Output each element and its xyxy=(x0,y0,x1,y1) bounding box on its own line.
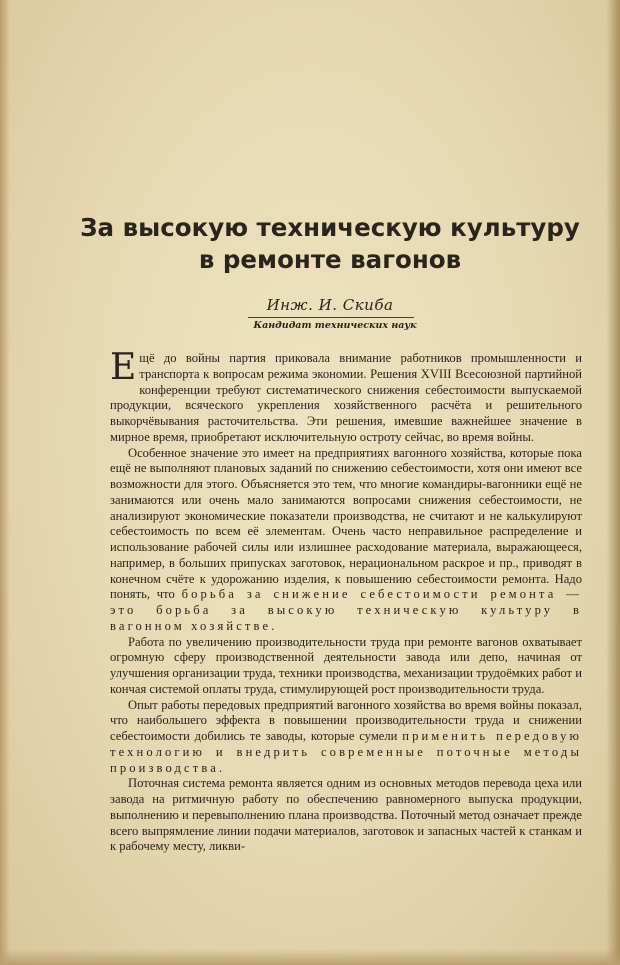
paragraph-5-text: Поточная система ремонта является одним из основных методов перевода цеха или завода на ритмичную работу по обеспечению равномерного выпуска продукции, выполнению и перевыполнению плана производства. Поточный метод означает прежде всего выпрямление линии подачи материалов, заготовок и запасных частей к станкам и к рабочему месту, ликви- xyxy=(110,776,582,854)
author-degree: Кандидат технических наук xyxy=(253,320,417,331)
paragraph-2-text: Особенное значение это имеет на предприятиях вагонного хозяйства, которые пока ещё не выполняют плановых заданий по снижению себестоимости, хотя они имеют все возможности для этого. Объясняется это тем, что многие командиры-вагонники ещё не занимаются или очень мало занимаются вопросами снижения себестоимости, не анализируют экономические показатели производства, не считают и не калькулируют себестоимость по всем её элементам. Очень часто неправильное распределение и использование рабочей силы или излишнее расходование материала, выражающееся, например, в больших припусках заготовок, нерациональном раскрое и пр., приводят в конечном счёте к удорожанию изделия, к повышению себестоимости ремонта. Надо понять, что xyxy=(110,445,582,602)
article-title-line-1: За высокую техническую культуру xyxy=(80,213,580,242)
paragraph-4-text: Опыт работы передовых предприятий вагонного хозяйства во время войны показал, что наибольшего эффекта в повышении производительности труда и снижении себестоимости добились те заводы, которые сумели xyxy=(110,697,582,743)
author-underline xyxy=(248,317,414,318)
article-title-line-2: в ремонте вагонов xyxy=(198,245,462,274)
paragraph-2 xyxy=(110,446,582,635)
drop-cap: Е xyxy=(110,347,137,388)
article-body xyxy=(110,347,582,855)
article-title xyxy=(60,212,600,276)
article-author: Инж. И. Скиба xyxy=(266,296,394,314)
page-edge-shadow-bottom xyxy=(0,949,620,965)
page-edge-shadow-left xyxy=(0,0,10,965)
paragraph-5 xyxy=(110,776,582,855)
page-edge-shadow-right xyxy=(606,0,620,965)
paragraph-3-text: Работа по увеличению производительности труда при ремонте вагонов охватывает огромную сферу производственной деятельности завода или депо, начиная от улучшения организации труда, техники производства, механизации трудоёмких работ и кончая системой оплаты труда, стимулирующей рост производительности труда. xyxy=(110,634,582,696)
paragraph-4-emphasis: применить передовую технологию и внедрить современные поточные методы производства. xyxy=(110,729,582,775)
paragraph-4 xyxy=(110,698,582,777)
paragraph-3 xyxy=(110,635,582,698)
paragraph-1 xyxy=(110,347,582,446)
paragraph-1-text: щё до войны партия приковала внимание работников промышленности и транспорта к вопросам режима экономии. Решения XVIII Всесоюзной партийной конференции требуют систематического снижения себестоимости выпускаемой продукции, всяческого укрепления хозяйственного расчёта и решительного выкорчёвывания расточительства. Эти решения, имевшие важнейшее значение в мирное время, приобретают исключительную остроту сейчас, во время войны. xyxy=(110,351,582,444)
paragraph-2-emphasis: борьба за снижение себестоимости ремонта — это борьба за высокую техническую культуру в вагонном хозяйстве. xyxy=(110,587,582,633)
